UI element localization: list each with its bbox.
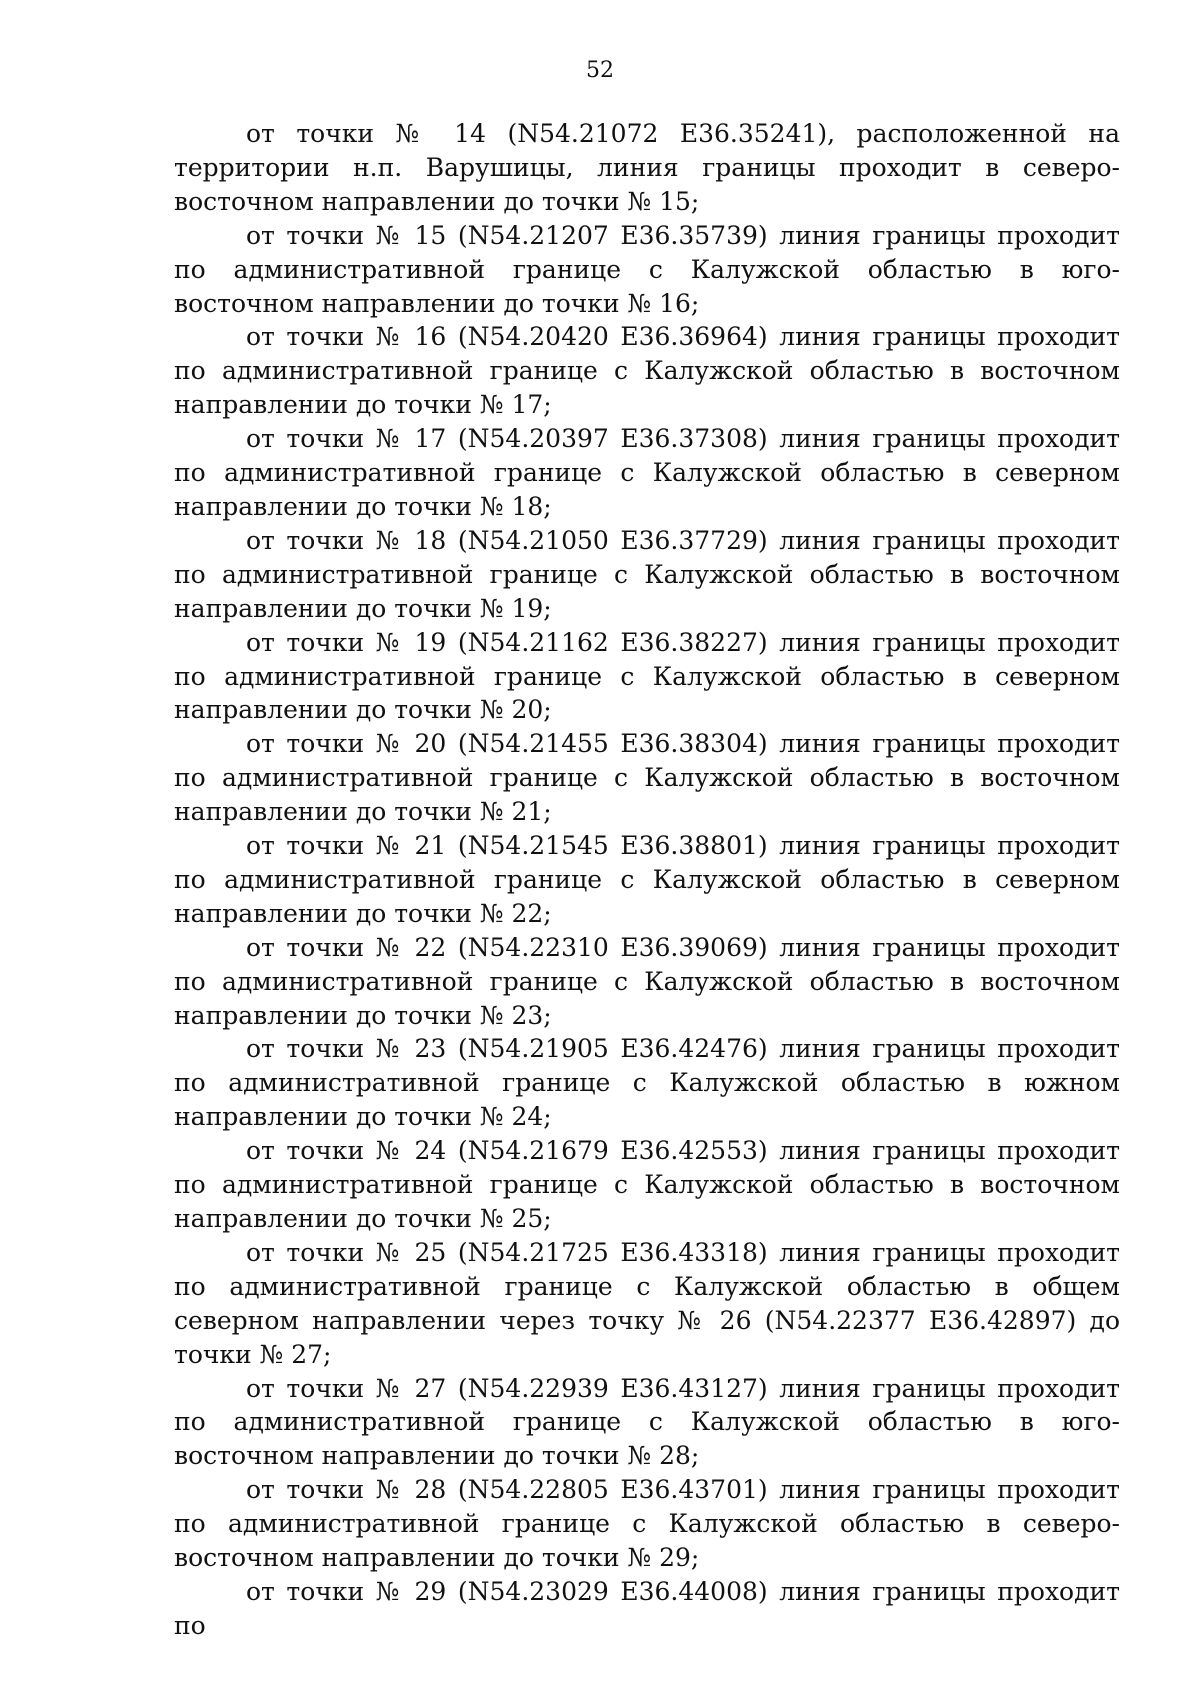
page-number: 52: [586, 58, 614, 83]
boundary-paragraph: от точки № 19 (N54.21162 E36.38227) линия границы проходит по административной границе с Калужской областью в северном направлении до точки № 20;: [174, 627, 1120, 725]
boundary-paragraph: от точки № 22 (N54.22310 E36.39069) линия границы проходит по административной границе с Калужской областью в восточном направлении до точки № 23;: [174, 932, 1120, 1030]
boundary-paragraph: от точки № 17 (N54.20397 E36.37308) линия границы проходит по административной границе с Калужской областью в северном направлении до точки № 18;: [174, 424, 1120, 521]
boundary-paragraph: от точки № 29 (N54.23029 E36.44008) линия границы проходит по: [174, 1576, 1120, 1640]
boundary-paragraph: от точки № 24 (N54.21679 E36.42553) линия границы проходит по административной границе с Калужской областью в восточном направлении до точки № 25;: [174, 1136, 1120, 1233]
boundary-paragraph: от точки № 15 (N54.21207 E36.35739) линия границы проходит по административной границе с Калужской областью в юго-восточном направлении до точки № 16;: [174, 220, 1120, 318]
boundary-paragraph: от точки № 23 (N54.21905 E36.42476) линия границы проходит по административной границе с Калужской областью в южном направлении до точки № 24;: [174, 1034, 1120, 1132]
boundary-paragraph: от точки № 21 (N54.21545 E36.38801) линия границы проходит по административной границе с Калужской областью в северном направлении до точки № 22;: [174, 831, 1120, 928]
boundary-paragraph: от точки № 16 (N54.20420 E36.36964) линия границы проходит по административной границе с Калужской областью в восточном направлении до точки № 17;: [174, 322, 1120, 420]
boundary-paragraph: от точки № 20 (N54.21455 E36.38304) линия границы проходит по административной границе с Калужской областью в восточном направлении до точки № 21;: [174, 729, 1120, 827]
boundary-paragraph: от точки № 14 (N54.21072 E36.35241), расположенной на территории н.п. Варушицы, линия границы проходит в северо-восточном направлении до точки № 15;: [174, 119, 1120, 216]
boundary-paragraph: от точки № 28 (N54.22805 E36.43701) линия границы проходит по административной границе с Калужской областью в северо-восточном направлении до точки № 29;: [174, 1475, 1120, 1573]
document-body: [174, 117, 1120, 1643]
boundary-paragraph: от точки № 27 (N54.22939 E36.43127) линия границы проходит по административной границе с Калужской областью в юго-восточном направлении до точки № 28;: [174, 1373, 1120, 1471]
boundary-paragraph: от точки № 25 (N54.21725 E36.43318) линия границы проходит по административной границе с Калужской областью в общем северном направлении через точку № 26 (N54.22377 E36.42897) до точки № 27;: [174, 1237, 1120, 1369]
boundary-paragraph: от точки № 18 (N54.21050 E36.37729) линия границы проходит по административной границе с Калужской областью в восточном направлении до точки № 19;: [174, 525, 1120, 623]
